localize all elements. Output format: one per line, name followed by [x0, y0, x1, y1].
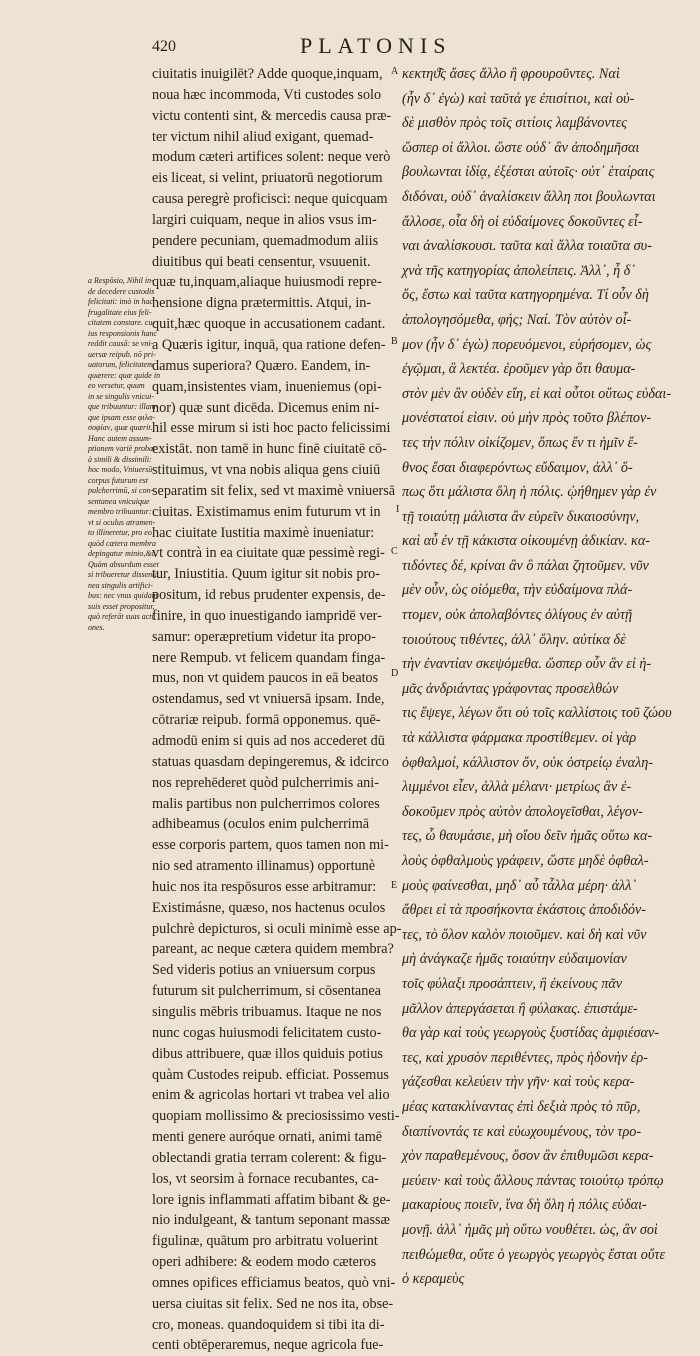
greek-text-line: τὰ κάλλιστα φάρμακα προστίθεμεν. οἱ γὰρ — [402, 730, 637, 747]
latin-text-line: pendere pecuniam, quemadmodum aliis — [152, 232, 379, 249]
greek-text-line: θα γὰρ καὶ τοὺς γεωργοὺς ξυστίδας ἀμφιέσαν- — [402, 1025, 659, 1042]
latin-text-line: ostendamus, sed vt vniuersā ipsam. Inde, — [152, 691, 385, 708]
latin-text-line: largiri cuiquam, neque in alios vsus im- — [152, 211, 377, 228]
running-head: PLATONIS — [300, 33, 452, 58]
latin-text-line: Existimásne, quæso, nos hactenus oculos — [152, 899, 386, 916]
margin-note-line: frugalitate eius feli- — [88, 307, 152, 317]
section-marker-e: E — [391, 880, 398, 891]
greek-text-line: πειθώμεθα, οὔτε ὁ γεωργὸς γεωργὸς ἔσται οὔτε — [402, 1246, 666, 1263]
section-marker-b: B — [391, 336, 398, 347]
latin-text-line: operi adhibere: & eodem modo cæteros — [152, 1254, 377, 1271]
latin-text-line: Sed videris potius an vniuersum corpus — [152, 962, 376, 979]
latin-text-line: finire, in quo inuestigando iampridē ver- — [152, 607, 382, 624]
latin-text-line: quæ tu,inquam,aliaque huiusmodi repre- — [152, 274, 382, 291]
latin-text-line: singulis mēbris tribuamus. Itaque ne nos — [152, 1003, 382, 1020]
latin-text-line: ter victum nihil aliud exigant, quemad- — [152, 128, 374, 145]
latin-text-line: cōtrariæ reipub. formā opponemus. quē- — [152, 712, 381, 729]
greek-text-line: γάζεσθαι κελεύειν τὴν γῆν· καὶ τοὺς κερα- — [402, 1074, 635, 1091]
greek-text-line: μονῇ. ἀλλ᾽ ἡμᾶς μὴ οὕτω νουθέτει. ὡς, ἂν σοὶ — [402, 1221, 658, 1238]
greek-text-line: βουλωνται ἰδίᾳ, ἐξέσται αὐτοῖς· οὐτ᾽ ἑταίραις — [402, 164, 655, 181]
latin-text-line: dibus attribuere, quæ illos quiduis potius — [152, 1045, 383, 1062]
section-marker-c: C — [391, 546, 398, 557]
margin-note-line: quærere: quæ quide in — [88, 370, 161, 380]
greek-text-line: χὸν παραθεμένους, ὅσον ἂν ἐπιθυμῶσι κερα- — [402, 1148, 654, 1165]
latin-text-line: noua hæc incommoda, Vti custodes solo — [152, 86, 382, 103]
latin-text-line: diuitibus qui beati censentur, vsuuenit. — [152, 253, 371, 270]
latin-text-line: ciuitatis inuigilēt? Adde quoque,inquam, — [152, 66, 383, 82]
greek-text-line: μᾶλλον ἀπεργάσεται ἢ φύλακας. ἐπιστάμε- — [402, 1000, 638, 1017]
latin-text-line: futurum sit pulcherrimum, si cōsentanea — [152, 983, 381, 1000]
latin-text-line: tur, Iniustitia. Quum igitur sit nobis pro- — [152, 566, 380, 583]
greek-text-line: μᾶς ἀνδριάντας γράφοντας προσελθών — [402, 680, 619, 697]
margin-note-line: reddit causā: se vni- — [88, 339, 154, 348]
margin-note-line: ones. — [88, 622, 105, 632]
latin-text-line: modum cæteri artifices solent: neque verò — [152, 149, 391, 166]
greek-text-line: μονέστατοί εἰσιν. οὐ μὴν πρὸς τοῦτο βλέπον- — [402, 410, 652, 427]
greek-text-line: ττομεν, οὐκ ἀπολαβόντες ὀλίγους ἐν αὐτῇ — [402, 607, 633, 624]
greek-text-line: θνος ἔσαι διαφερόντως εὔδαιμον, ἀλλ᾽ ὅ- — [402, 459, 633, 476]
margin-note-line: Hanc autem assum- — [88, 433, 152, 443]
latin-text-line: mus, non vt quidem paucos in eā beatos — [152, 670, 379, 687]
latin-text-line: enim & agricolas hortari vt trabea vel alio — [152, 1087, 390, 1104]
greek-text-line: (ἦν δ᾽ ἐγὼ) καὶ ταῦτά γε ἐπισίτιοι, καὶ οὐ- — [402, 90, 635, 107]
latin-text-line: esse corporis partem, quos tamen non mi- — [152, 837, 389, 854]
margin-note-line: in se singulis vnicui- — [88, 391, 154, 401]
latin-text-line: positum, id rebus prudenter expensis, de- — [152, 587, 386, 604]
greek-text-line: μὴ ἀνάγκαζε ἡμᾶς τοιαύτην εὐδαιμονίαν — [402, 951, 627, 968]
greek-text-line: ἀπολογησόμεθα, φής; Ναί. Τὸν αὐτὸν οἶ- — [402, 311, 632, 328]
latin-text-line: causa peregrè proficisci: neque quicquam — [152, 191, 388, 208]
greek-text-line: μον (ἦν δ᾽ ἐγὼ) πορευόμενοι, εὑρήσομεν, ὡς — [402, 336, 652, 353]
greek-text-line: δοκοῦμεν πρὸς αὐτὸν ἀπολογεῖσθαι, λέγον- — [402, 803, 643, 820]
section-marker-d: D — [391, 668, 399, 679]
section-marker-i: I — [396, 504, 400, 515]
margin-note-line: si tribueretur dissenta — [88, 570, 159, 579]
latin-text-line: adhibeamus (oculos enim pulcherrimā — [152, 816, 370, 833]
latin-text-line: omnes opifices efficiamus beatos, quò vni- — [152, 1274, 396, 1291]
greek-text-line: καὶ αὖ ἐν τῇ κάκιστα οἰκουμένῃ ἀδικίαν. κα- — [402, 533, 651, 550]
greek-text-line: πως ὅτι μάλιστα ὅλη ἡ πόλις. ᾠήθημεν γὰρ ἐν — [402, 484, 657, 501]
latin-text-line: cro, moneas. quandoquidem si tibi ita di- — [152, 1316, 385, 1333]
margin-note-line: eo versetur, quum — [88, 381, 145, 390]
greek-text-line: τες, καὶ χρυσὸν περιθέντες, πρὸς ἡδονὴν ἐρ- — [402, 1049, 648, 1066]
latin-text-line: vt contrà in ea ciuitate quæ pessimè regi- — [152, 545, 385, 562]
margin-note-line: que tribuuntur: illam- — [88, 402, 159, 411]
margin-note-line: hoc modo, Vniuersū — [88, 465, 153, 474]
latin-text-line: centi obtēperaremus, neque agricola fue- — [152, 1337, 384, 1354]
margin-note-line: ptionem variè probat — [88, 444, 156, 453]
margin-note-line: suis esset propositur, — [88, 601, 155, 611]
margin-note-line: à simili & dissimili: — [88, 454, 152, 464]
latin-text-line: pulchrè depicturos, si oculi minimè esse ap- — [152, 920, 402, 937]
latin-text-line: figulinæ, quātum pro arbitratu voluerint — [152, 1233, 378, 1250]
latin-text-line: a Quæris igitur, inquā, qua ratione defen- — [152, 336, 386, 353]
latin-text-line: los, vt seorsim à fornace recubantes, ca- — [152, 1170, 379, 1187]
greek-text-line: ἐγῷμαι, ἃ λεκτέα. ἐροῦμεν γὰρ ὅτι θαυμα- — [402, 361, 636, 378]
margin-note-line: ius responsionis hanc — [88, 328, 158, 338]
latin-text-line: samur: operæpretium videtur ita propo- — [152, 628, 376, 645]
latin-text-line: victu contenti sint, & mercedis causa præ- — [152, 107, 392, 124]
margin-note-line: quòd cætera membra — [88, 538, 156, 548]
latin-text-line: nio sed atramento illinamus) opportunè — [152, 858, 376, 875]
greek-text-line: ὀφθαλμοί, κάλλιστον ὄν, οὐκ ὀστρείῳ ἐναλη- — [402, 754, 654, 771]
greek-text-line: τις ἔψεγε, λέγων ὅτι οὐ τοῖς καλλίστοις τοῦ ζώου — [402, 705, 672, 722]
greek-text-line: ἄθρει εἰ τὰ προσήκοντα ἑκάστοις ἀποδιδόν- — [402, 902, 646, 919]
greek-text-line: τῇ τοιαύτῃ μάλιστα ἂν εὑρεῖν δικαιοσύνην, — [402, 508, 640, 525]
greek-text-line: διδόναι, οὐδ᾽ ἀναλίσκειν ἄλλη ποι βουλωνται — [402, 188, 656, 205]
greek-text-line: τοιούτους τιθέντες, ἀλλ᾽ ὅλην. αὐτίκα δὲ — [402, 631, 626, 648]
latin-text-line: damus superiora? Quæro. Eandem, in- — [152, 357, 371, 374]
greek-text-line: τὴν ἐναντίαν σκεψόμεθα. ὥσπερ οὖν ἂν εἰ ἡ- — [402, 656, 652, 673]
greek-text-line: τες τὴν πόλιν οἰκίζομεν, ὅπως ἔν τι ἡμῖν ἔ- — [402, 434, 638, 451]
margin-note-line: que ipsam esse φιλα- — [88, 412, 155, 422]
latin-text-line: nunc cogas huiusmodi felicitatem custo- — [152, 1024, 382, 1041]
greek-text-line: λοὺς ὀφθαλμοὺς γράφειν, ὥστε μηδὲ ὀφθαλ- — [402, 853, 649, 869]
greek-text-line: μακαρίους ποιεῖν, ἵνα δὴ ὅλη ἡ πόλις εὐδαι- — [402, 1197, 647, 1214]
greek-text-line: χνὰ τῆς κατηγορίας ἀπολείπεις. Ἀλλ᾽, ἦ δ᾽ — [402, 262, 636, 279]
page-number: 420 — [152, 38, 176, 55]
greek-text-line: λιμμένοι εἶεν, ἀλλὰ μέλανι· μετρίως ἂν ἐ- — [402, 779, 632, 796]
margin-note-line: nea singulis artifici- — [88, 580, 153, 590]
latin-text-line: uersa ciuitas sit felix. Sed ne nos ita, obse- — [152, 1295, 394, 1312]
greek-column — [402, 62, 692, 1292]
latin-text-line: eis liceat, si velint, priuatorū negotiorum — [152, 170, 383, 187]
greek-text-line: κεκτηϑ͂ς ἄσεϛ ἄλλο ἢ φρουροῦντες. Ναὶ — [402, 66, 620, 82]
latin-text-line: quam,insistentes viam, inueniemus (opi- — [152, 378, 382, 395]
margin-note-line: citatem constare. cu- — [88, 318, 156, 327]
greek-text-line: ναι ἀναλίσκουσι. ταῦτα καὶ ἄλλα τοιαῦτα συ- — [402, 238, 652, 255]
latin-text-line: quit,hæc quoque in accusationem cadant. — [152, 316, 386, 333]
margin-note-line: uatorum, felicitatem — [88, 360, 153, 369]
margin-note — [88, 276, 161, 633]
greek-text-line: ὁ κεραμεὺς — [402, 1271, 465, 1288]
margin-note-line: membro tribuantur: — [88, 507, 152, 516]
latin-text-line: menti genere auróque ornati, animi tamē — [152, 1129, 383, 1146]
margin-note-line: pulcherrimū, si con- — [88, 486, 154, 495]
margin-note-line: depingatur minio,&c. — [88, 549, 158, 558]
margin-note-line: vt si oculus atramen- — [88, 517, 156, 527]
margin-note-line: bus: nec vnus quidam — [88, 591, 158, 600]
latin-text-line: admodū enim si quis ad nos accederet dū — [152, 733, 385, 749]
greek-text-line: ὅς, ἔστω καὶ ταῦτα κατηγορημένα. Τί οὖν δὴ — [402, 287, 649, 304]
greek-text-line: διαπίνοντάς τε καὶ εὐωχουμένους, τὸν τρο- — [402, 1123, 642, 1140]
latin-text-line: hac ciuitate Iustitia maximè inueniatur: — [152, 524, 375, 541]
latin-text-line: statuas quasdam depingeremus, & idcirco — [152, 753, 389, 770]
latin-text-line: nor) quæ sunt dicēda. Dicemus enim ni- — [152, 399, 380, 416]
margin-note-line: Quàm absurdum esset — [88, 559, 159, 569]
latin-text-line: huic nos ita respōsuros esse arbitramur: — [152, 878, 377, 895]
latin-text-line: quàm Custodes reipub. efficiat. Possemus — [152, 1066, 389, 1083]
greek-text-line: ὥσπερ οἱ ἄλλοι. ὥστε οὐδ᾽ ἂν ἀποδημῆσαι — [402, 139, 640, 156]
latin-text-line: separatim sit felix, sed vt maximè vniuersā — [152, 482, 396, 499]
greek-text-line: μὲν οὖν, ὡς οἰόμεθα, τὴν εὐδαίμονα πλά- — [402, 582, 633, 599]
latin-text-line: hensione digna prætermittis. Atqui, in- — [152, 295, 372, 312]
greek-text-line: τες, τὸ ὅλον καλὸν ποιοῦμεν. καὶ δὴ καὶ νῦν — [402, 926, 647, 943]
greek-text-line: τιδόντες δέ, κρίναι ἂν ὃ πάλαι ζητοῦμεν. νῦν — [402, 557, 649, 574]
margin-note-line: quò referāt suas acti — [88, 612, 154, 621]
margin-note-line: felicitati: imò in hac — [88, 297, 154, 306]
margin-note-line: sentanea vnicuique — [88, 496, 150, 506]
latin-text-line: existāt. non tamē in hunc finē ciuitatē cō- — [152, 441, 387, 458]
greek-text-line: τοῖς φύλαξι προσάπτειν, ἣ ἐκείνους πᾶν — [402, 975, 623, 992]
latin-text-line: ciuitas. Existimamus enim futurum vt in — [152, 503, 381, 520]
greek-text-line: δὲ μισθὸν πρὸς τοῖς σιτίοις λαμβάνοντες — [402, 115, 628, 132]
margin-note-line: a Respōsio, Nihil in- — [88, 276, 154, 285]
latin-text-line: oblectandi gratia terram colerent: & figu- — [152, 1149, 387, 1166]
latin-text-line: malis partibus non pulcherrimos colores — [152, 795, 380, 812]
latin-text-line: nio indulgeant, & tantum seponant massæ — [152, 1212, 391, 1229]
margin-note-line: uersæ reipub. nō pri- — [88, 349, 156, 359]
latin-text-line: quopiam mollissimo & preciosissimo vesti- — [152, 1108, 400, 1125]
greek-text-line: στὸν μὲν ἂν οὐδὲν εἴη, εἰ καὶ οὗτοι οὕτως εὐδαι- — [402, 385, 672, 402]
latin-text-line: lore ignis inflammati affatim bibant & ge- — [152, 1191, 391, 1208]
margin-note-line: σοφίαν, quæ quærit. — [88, 423, 153, 432]
section-marker-a: A — [391, 66, 399, 77]
greek-text-line: μεύειν· καὶ τοὺς ἄλλους πάντας τοιούτῳ τρόπῳ — [402, 1172, 664, 1189]
latin-column — [152, 64, 402, 1356]
margin-note-line: de decedere custodis — [88, 286, 155, 296]
margin-note-line: corpus futurum est — [88, 475, 148, 485]
margin-note-line: to illineretur, pro eo — [88, 528, 152, 537]
greek-text-line: μέας κατακλίναντας ἐπὶ δεξιὰ πρὸς τὸ πῦρ, — [402, 1098, 641, 1115]
latin-text-line: nere Rempub. vt felicem quandam finga- — [152, 649, 386, 666]
greek-text-line: τες, ὦ θαυμάσιε, μὴ οἴου δεῖν ἡμᾶς οὕτω κα- — [402, 828, 653, 845]
latin-text-line: pareant, ac neque cætera quidem membra? — [152, 941, 394, 958]
latin-text-line: stituimus, vt vna nobis aliqua gens ciuiū — [152, 462, 381, 479]
greek-text-line: μοὺς φαίνεσθαι, μηδ᾽ αὖ τἆλλα μέρη· ἀλλ᾽ — [402, 877, 637, 894]
latin-text-line: hil esse mirum si isti hoc pacto felicissimi — [152, 420, 391, 437]
greek-text-line: ἄλλοσε, οἷα δὴ οἱ εὐδαίμονες δοκοῦντες εἶ- — [402, 213, 643, 230]
latin-text-line: nos reprehēderet quòd pulcherrimis ani- — [152, 774, 379, 791]
